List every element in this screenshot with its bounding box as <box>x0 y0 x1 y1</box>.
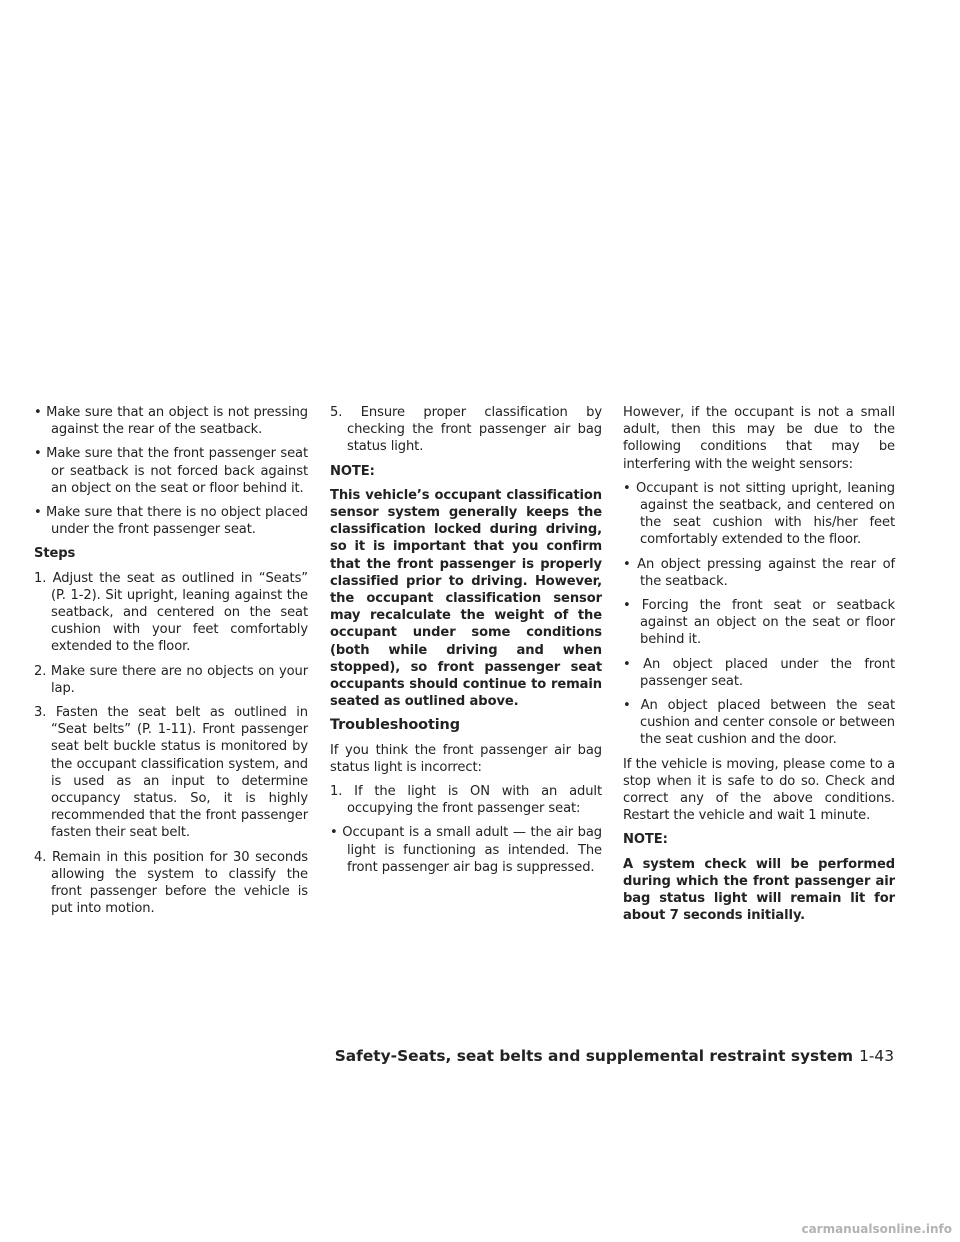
step-4: 4. Remain in this position for 30 seconds allowing the system to classify the front passenger before the vehicle is put into motion. <box>34 849 308 917</box>
troubleshooting-intro: If you think the front passenger air bag status light is incorrect: <box>330 742 602 775</box>
troubleshooting-item-1: 1. If the light is ON with an adult occupying the front passenger seat: <box>330 784 602 817</box>
footer-section-title: Safety-Seats, seat belts and supplemental restraint system <box>334 1047 854 1065</box>
bullet-object-under-seat: • An object placed under the front passenger seat. <box>623 656 895 689</box>
note-text: This vehicle’s occupant classification sensor system generally keeps the classification locked during driving, so it is important that you confirm that the front passenger is properly classified prior to driving. However, the occupant classification sensor may recalculate the weight of the occupant under some conditions (both while driving and when stopped), so front passenger seat occupants should continue to remain seated as outlined above. <box>330 487 602 710</box>
column-3 <box>623 404 895 931</box>
bullet-object-pressing: • An object pressing against the rear of the seatback. <box>623 556 895 589</box>
troubleshooting-heading: Troubleshooting <box>330 717 460 734</box>
weight-sensor-intro: However, if the occupant is not a small adult, then this may be due to the following conditions that may be interfering with the weight sensors: <box>623 405 895 472</box>
step-1: 1. Adjust the seat as outlined in “Seats” (P. 1-2). Sit upright, leaning against the seatback, and centered on the seat cushion with your feet comfortably extended to the floor. <box>34 570 308 655</box>
moving-vehicle-text: If the vehicle is moving, please come to a stop when it is safe to do so. Check and correct any of the above conditions. Restart the vehicle and wait 1 minute. <box>623 756 895 824</box>
step-2: 2. Make sure there are no objects on your lap. <box>34 663 308 696</box>
troubleshooting-bullet-small-adult: • Occupant is a small adult — the air bag light is functioning as intended. The front passenger air bag is suppressed. <box>330 825 602 875</box>
bullet-rear-seatback: • Make sure that an object is not pressing against the rear of the seatback. <box>34 405 308 438</box>
watermark: carmanualsonline.info <box>801 1222 952 1236</box>
page-number: 1-43 <box>859 1047 894 1065</box>
step-3: 3. Fasten the seat belt as outlined in “Seat belts” (P. 1-11). Front passenger seat belt buckle status is monitored by the occupant classification system, and is used as an input to determine occupancy status. So, it is highly recommended that the front passenger fasten their seat belt. <box>34 705 308 841</box>
note-label-2: NOTE: <box>623 832 668 848</box>
bullet-object-between-cushion: • An object placed between the seat cushion and center console or between the seat cushion and the door. <box>623 698 895 748</box>
column-2 <box>330 404 602 883</box>
bullet-not-sitting-upright: • Occupant is not sitting upright, leaning against the seatback, and centered on the seat cushion with his/her feet comfortably extended to the floor. <box>623 480 895 548</box>
column-1 <box>34 404 308 924</box>
step-5: 5. Ensure proper classification by checking the front passenger air bag status light. <box>330 405 602 455</box>
bullet-forcing-seat: • Forcing the front seat or seatback against an object on the seat or floor behind it. <box>623 598 895 648</box>
steps-heading: Steps <box>34 546 76 562</box>
note-label: NOTE: <box>330 463 375 479</box>
bullet-no-object-under-seat: • Make sure that there is no object placed under the front passenger seat. <box>34 505 308 538</box>
bullet-seat-forced-back: • Make sure that the front passenger seat or seatback is not forced back against an object on the seat or floor behind it. <box>34 446 308 496</box>
note-text-2: A system check will be performed during which the front passenger air bag status light will remain lit for about 7 seconds initially. <box>623 856 895 924</box>
page-footer <box>335 1046 894 1066</box>
